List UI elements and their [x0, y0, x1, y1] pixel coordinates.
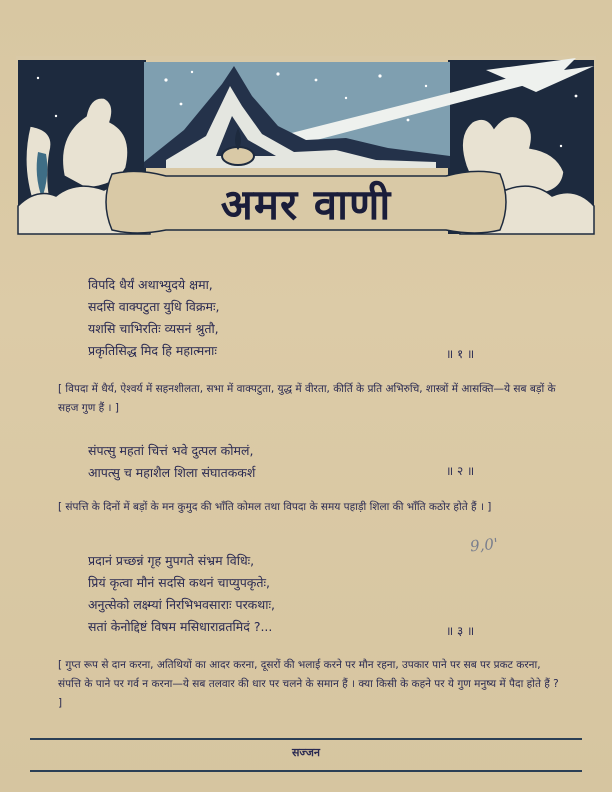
- verse-meaning-2: [ संपत्ति के दिनों में बड़ों के मन कुमुद की भाँति कोमल तथा विपदा के समय पहाड़ी शिला की भाँति कठोर होते हैं । ]: [58, 501, 492, 513]
- verse-3: [88, 550, 508, 638]
- footer-label: सज्जन: [292, 746, 320, 759]
- verse-line: प्रकृतिसिद्ध मिद हि महात्मनाः: [88, 343, 217, 358]
- verse-number-2: ॥ २ ॥: [446, 464, 475, 478]
- verse-line: प्रदानं प्रच्छन्नं गृह मुपगते संभ्रम विधिः,: [88, 553, 255, 568]
- verse-line: संपत्सु महतां चित्तं भवे दुत्पल कोमलं,: [88, 443, 254, 458]
- verse-line: सतां केनोद्दिष्टं विषम मसिधाराव्रतमिदं ?...: [88, 619, 273, 634]
- handwritten-note: 9,0': [469, 534, 499, 556]
- header-banner: [16, 56, 596, 238]
- footer-rule-top: [30, 738, 582, 740]
- verse-meaning-3: [ गुप्त रूप से दान करना, अतिथियों का आदर करना, दूसरों की भलाई करने पर मौन रहना, उपकार पाने पर सब पर प्रकट करना, संपत्ति के पाने पर गर्व न करना—ये सब तलवार की धार पर चलने के समान हैं । क्या किसी के कहने पर ये गुण मनुष्य में पैदा होते हैं ? ]: [58, 659, 559, 709]
- verse-meaning-1: [ विपदा में धैर्य, ऐश्वर्य में सहनशीलता, सभा में वाक्पटुता, युद्ध में वीरता, कीर्ति के प्रति अभिरुचि, शास्त्रों में आसक्ति—ये सब बड़ों के सहज गुण हैं । ]: [58, 383, 556, 414]
- page-title: अमर वाणी: [220, 180, 392, 229]
- verse-line: सदसि वाक्पटुता युधि विक्रमः,: [88, 299, 220, 314]
- verse-line: प्रियं कृत्वा मौनं सदसि कथनं चाप्युपकृतेः,: [88, 575, 271, 590]
- verse-line: यशसि चाभिरतिः व्यसनं श्रुतौ,: [88, 321, 219, 336]
- footer-rule-bottom: [30, 770, 582, 772]
- verse-line: विपदि धैर्यं अथाभ्युदये क्षमा,: [88, 277, 213, 292]
- verse-2: [88, 440, 508, 484]
- verse-number-1: ॥ १ ॥: [446, 347, 475, 361]
- verse-number-3: ॥ ३ ॥: [446, 624, 475, 638]
- verse-line: आपत्सु च महाशैल शिला संघातककर्श: [88, 465, 256, 480]
- verse-line: अनुत्सेको लक्ष्म्यां निरभिभवसाराः परकथाः,: [88, 597, 276, 612]
- verse-1: [88, 274, 508, 362]
